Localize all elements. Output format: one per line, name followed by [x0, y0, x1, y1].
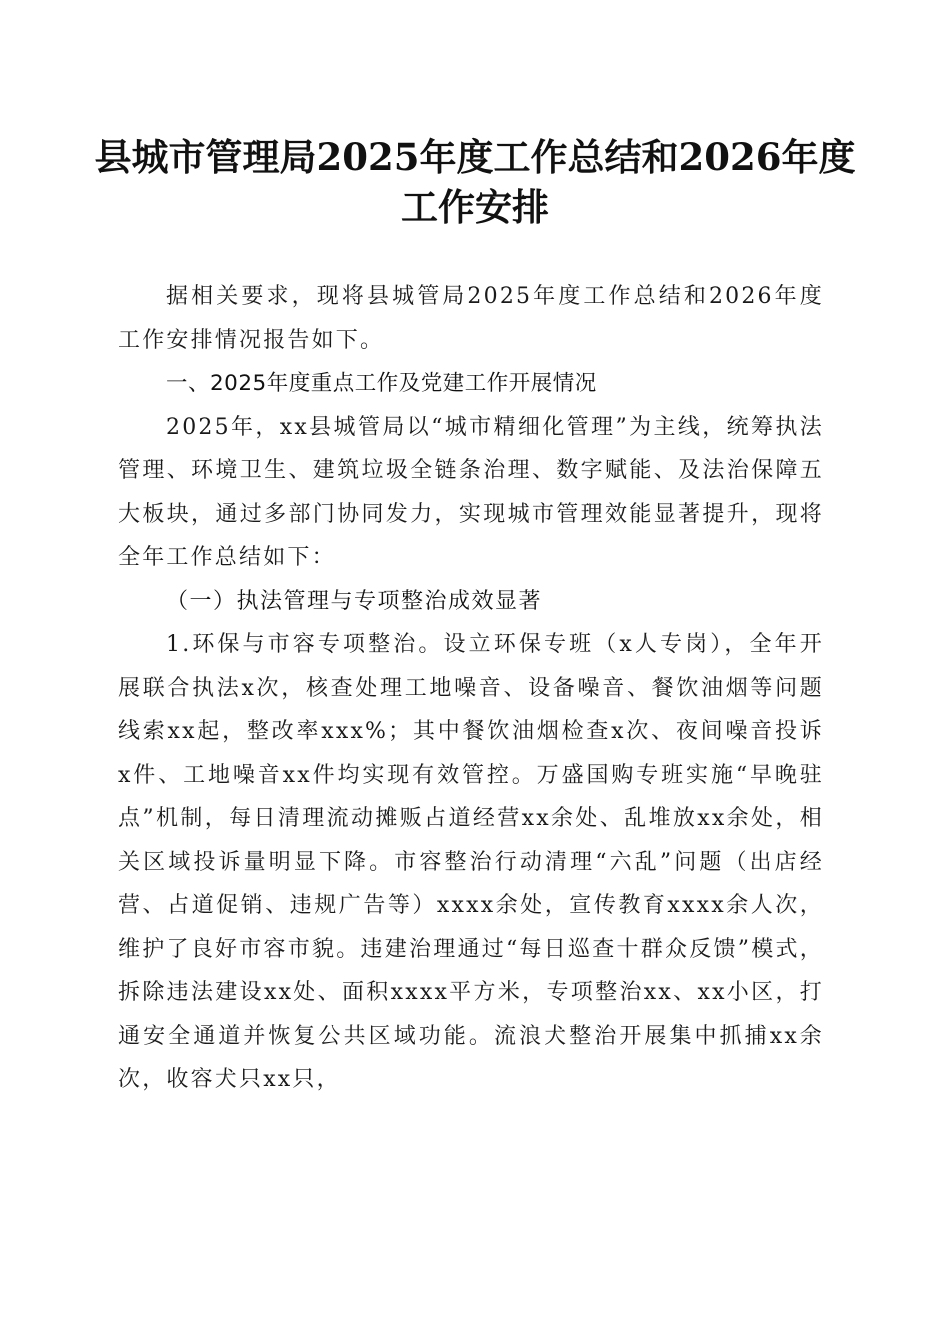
intro-paragraph: 据相关要求，现将县城管局2025年度工作总结和2026年度工作安排情况报告如下。	[118, 284, 824, 353]
title-line-1: 县城市管理局2025年度工作总结和2026年度	[94, 135, 856, 179]
title-line-2: 工作安排	[401, 185, 549, 229]
item-1-paragraph: 1.环保与市容专项整治。设立环保专班（x人专岗），全年开展联合执法x次，核查处理工地噪音、设备噪音、餐饮油烟等问题线索xx起，整改率xxx%；其中餐饮油烟检查x次、夜间噪音投诉x件、工地噪音xx件均实现有效管控。万盛国购专班实施“早晚驻点”机制，每日清理流动摊贩占道经营xx余处、乱堆放xx余处，相关区域投诉量明显下降。市容整治行动清理“六乱”问题（出店经营、占道促销、违规广告等）xxxx余处，宣传教育xxxx余人次，维护了良好市容市貌。违建治理通过“每日巡查十群众反馈”模式，拆除违法建设xx处、面积xxxx平方米，专项整治xx、xx小区，打通安全通道并恢复公共区域功能。流浪犬整治开展集中抓捕xx余次，收容犬只xx只，	[118, 632, 824, 1092]
section-heading-1: 一、2025年度重点工作及党建工作开展情况	[166, 371, 597, 396]
subsection-heading-1: （一）执法管理与专项整治成效显著	[166, 588, 543, 614]
document-body	[118, 275, 824, 1102]
section-intro-paragraph: 2025年，xx县城管局以“城市精细化管理”为主线，统筹执法管理、环境卫生、建筑垃圾全链条治理、数字赋能、及法治保障五大板块，通过多部门协同发力，实现城市管理效能显著提升，现将全年工作总结如下：	[118, 414, 824, 570]
document-title	[0, 132, 950, 232]
